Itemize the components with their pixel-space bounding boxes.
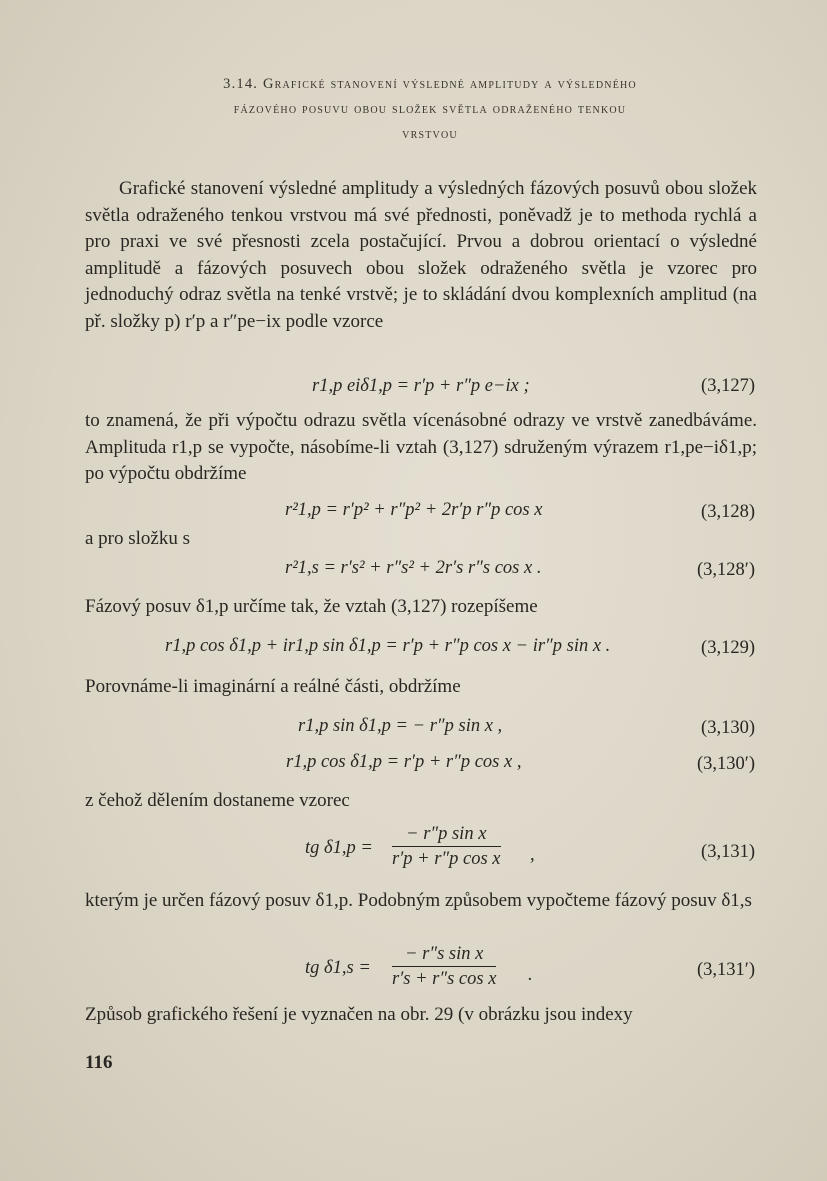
equation-3-131-prime-denominator: r′s + r″s cos x: [392, 969, 497, 989]
equation-number-3-131: (3,131): [701, 842, 755, 862]
paragraph-division: z čehož dělením dostaneme vzorec: [85, 790, 350, 811]
paragraph-phase-shift: Fázový posuv δ1,p určíme tak, že vztah (3,127) rozepíšeme: [85, 596, 538, 617]
paragraph-amplitude: to znamená, že při výpočtu odrazu světla vícenásobné odrazy ve vrstvě zanedbáváme. Amplituda r1,p se vypočte, násobíme-li vztah (3,127) sdruženým výrazem r1,pe−iδ1,p; po výpočtu obdržíme: [85, 410, 757, 484]
paragraph-intro: Grafické stanovení výsledné amplitudy a výsledných fázových posuvů obou složek světla odraženého tenkou vrstvou má své přednosti, poněvadž je to methoda rychlá a pro praxi ve své přesnosti zcela postačující. Prvou a dobrou orientací o výsledné amplitudě a fázových posuvech obou složek odraženého světla je vzorec pro jednoduchý odraz světla na tenké vrstvě; je to skládání dvou komplexních amplitud (na př. složky p) r′p a r″pe−ix podle vzorce: [85, 178, 757, 332]
paragraph-graphical: Způsob grafického řešení je vyznačen na obr. 29 (v obrázku jsou indexy: [85, 1004, 633, 1025]
equation-3-131-tail: ,: [530, 845, 535, 865]
equation-3-130: r1,p sin δ1,p = − r″p sin x ,: [298, 716, 503, 736]
equation-3-131-numerator: − r″p sin x: [392, 824, 501, 847]
equation-number-3-130: (3,130): [701, 718, 755, 738]
paragraph-compare: Porovnáme-li imaginární a reálné části, obdržíme: [85, 676, 461, 697]
section-heading: [85, 72, 775, 147]
equation-3-127: r1,p eiδ1,p = r′p + r″p e−ix ;: [312, 376, 530, 396]
equation-3-131-prime-fraction: [392, 944, 496, 990]
equation-number-3-131-prime: (3,131′): [697, 960, 755, 980]
heading-line-3: vrstvou: [402, 126, 458, 142]
equation-number-3-128: (3,128): [701, 502, 755, 522]
equation-3-129: r1,p cos δ1,p + ir1,p sin δ1,p = r′p + r″p cos x − ir″p sin x .: [165, 636, 611, 656]
equation-3-131-lhs: tg δ1,p =: [305, 838, 373, 858]
equation-number-3-130-prime: (3,130′): [697, 754, 755, 774]
equation-3-131-prime-lhs: tg δ1,s =: [305, 958, 371, 978]
page-number: 116: [85, 1052, 113, 1073]
equation-number-3-128-prime: (3,128′): [697, 560, 755, 580]
equation-3-131-fraction: [392, 824, 501, 870]
equation-3-131-denominator: r′p + r″p cos x: [392, 849, 501, 869]
equation-number-3-127: (3,127): [701, 376, 755, 396]
paragraph-component-s: a pro složku s: [85, 528, 191, 549]
equation-3-131-prime-tail: .: [528, 965, 533, 985]
heading-line-2: fázového posuvu obou složek světla odraženého tenkou: [233, 101, 627, 117]
equation-number-3-129: (3,129): [701, 638, 755, 658]
paragraph-phase-result: kterým je určen fázový posuv δ1,p. Podobným způsobem vypočteme fázový posuv δ1,s: [85, 890, 752, 911]
equation-3-128: r²1,p = r′p² + r″p² + 2r′p r″p cos x: [285, 500, 543, 520]
heading-line-1: 3.14. Grafické stanovení výsledné amplitudy a výsledného: [223, 76, 637, 92]
equation-3-128-prime: r²1,s = r′s² + r″s² + 2r′s r″s cos x .: [285, 558, 542, 578]
equation-3-130-prime: r1,p cos δ1,p = r′p + r″p cos x ,: [286, 752, 522, 772]
equation-3-131-prime-numerator: − r″s sin x: [392, 944, 496, 967]
